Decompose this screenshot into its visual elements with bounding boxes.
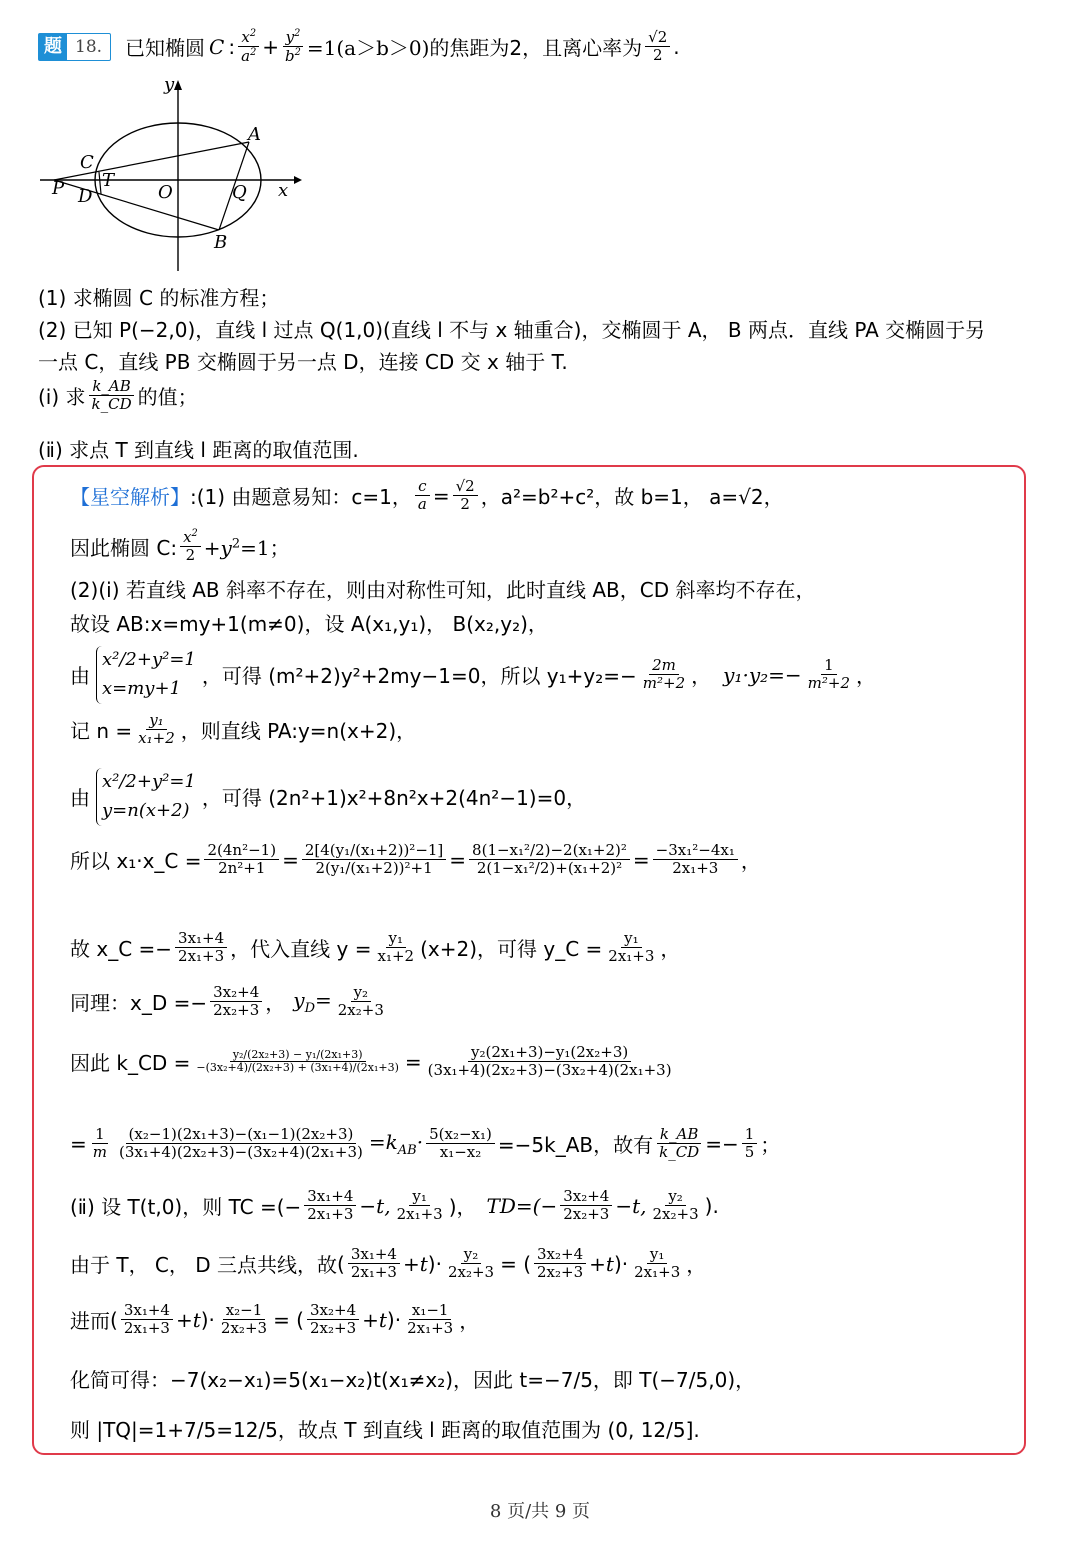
ellipse-condition: =1(a＞b＞0) [306, 36, 430, 61]
q2a-text: (2) 已知 P(−2,0)，直线 l 过点 Q(1,0)(直线 l 不与 x 轴重合)，交椭圆于 A， B 两点．直线 PA 交椭圆于另 [38, 318, 986, 342]
y-axis-arrow [174, 80, 182, 90]
ecc-num: √2 [645, 29, 670, 47]
sol-l15-pre: 进而 [70, 1309, 110, 1334]
q2b-text: 一点 C，直线 PB 交椭圆于另一点 D，连接 CD 交 x 轴于 T. [38, 350, 568, 374]
sol-l4-text: 故设 AB:x=my+1(m≠0)，设 A(x₁,y₁)， B(x₂,y₂)， [70, 612, 548, 636]
problem-statement: 题 18. 已知椭圆 C : $\frac{x^2}{a^2}$ + $\frac{y^2}{b^2}$ =1(a＞b＞0) 的焦距为2，且离心率为 $\frac{√2}{2}$ . [38, 28, 680, 66]
sol-line-3 [70, 574, 815, 603]
sol-l13-pre: (ⅱ) 设 T(t,0)，则 TC =(− [70, 1195, 302, 1220]
problem-badge [38, 33, 111, 61]
sol-line-7: 由 x²/2+y²=1 y=n(x+2) ，可得 (2n²+1)x²+8n²x+2(4n²−1)=0， [70, 768, 586, 826]
sol-l14-pre: 由于 T， C， D 三点共线，故 [70, 1253, 338, 1278]
sol-l16-text: 化简可得：−7(x₂−x₁)=5(x₁−x₂)t(x₁≠x₂)，因此 t=−7/5，即 T(−7/5,0)， [70, 1368, 756, 1392]
question-2ii [38, 434, 359, 463]
eccentricity [645, 29, 670, 65]
eq-frac-x: $\frac{x^2}{a^2}$ [238, 28, 259, 66]
sol-line-15: 进而 ( $\frac{\text{3x₁+4}}{\text{2x₁+3}}$ +t )· $\frac{\text{x₂−1}}{\text{2x₂+3}}$ = ( $\frac{\text{3x₂+4}}{\text{2x₂+3}}$ +t )· $\frac{\text{x₁−1}}{\text{2x₁+3}}$ ， [70, 1301, 480, 1338]
sol-line-17 [70, 1414, 700, 1443]
sol-l12-mid: =−5k_AB，故有 [497, 1133, 654, 1158]
question-2a [38, 314, 985, 343]
intro-text: 已知椭圆 [125, 36, 206, 61]
sol-l8-pre: 所以 x₁·x_C = [70, 849, 202, 874]
sol-line-16 [70, 1364, 755, 1393]
sol-line-6: 记 n = $\frac{\text{y₁}}{\text{x₁+2}}$ ，则直线 PA:y=n(x+2)， [70, 711, 417, 748]
label-D: D [78, 186, 93, 207]
label-Q: Q [232, 182, 247, 203]
ellipse-figure [36, 76, 306, 276]
label-T: T [102, 170, 115, 191]
sol-line-13: (ⅱ) 设 T(t,0)，则 TC =(− $\frac{\text{3x₁+4}}{\text{2x₁+3}}$ −t, $\frac{\text{y₁}}{\text{2x₁+3}}$ )， TD=(− $\frac{\text{3x₂+4}}{\text{2x₂+3}}$ −t, $\frac{\text{y₂}}{\text{2x₂+3}}$ ). [70, 1187, 719, 1224]
focal-text: 的焦距为2，且离心率为 [429, 36, 643, 61]
sol-line-8: 所以 x₁·x_C = $\frac{\text{2(4n²−1)}}{\text{2n²+1}}$ = $\frac{\text{2[4(y₁/(x₁+2))²−1]}}{\text{2(y₁/(x₁+2))²+1}}$ = $\frac{\text{8(1−x₁²/2)−2(x₁+2)²}}{\text{2(1−x₁²/2)+(x₁+2)²}}$ = $\frac{\text{−3x₁²−4x₁}}{\text{2x₁+3}}$ ， [70, 841, 761, 878]
sol-l3-text: (2)(ⅰ) 若直线 AB 斜率不存在，则由对称性可知，此时直线 AB，CD 斜率均不存在， [70, 578, 816, 602]
sol-l5-mid: ，可得 (m²+2)y²+2my−1=0，所以 y₁+y₂=− [201, 664, 637, 689]
q2ii-text: (ⅱ) 求点 T 到直线 l 距离的取值范围. [38, 438, 359, 462]
solution-label: 【星空解析】 [70, 485, 190, 510]
sol-line-10: 同理：x_D =− $\frac{\text{3x₂+4}}{\text{2x₂+3}}$ ， $y_D=$ $\frac{\text{y₂}}{\text{2x₂+3}}$ [70, 983, 384, 1020]
sol-l6-pre: 记 n = [70, 719, 133, 744]
page-footer: 8 页/共 9 页 [489, 1501, 591, 1522]
label-y: y [164, 76, 175, 95]
question-1 [38, 282, 279, 311]
label-x: x [278, 180, 289, 201]
problem-number: 18. [75, 36, 103, 57]
period: . [673, 34, 680, 59]
sol-l9-pre: 故 x_C =− [70, 937, 173, 962]
ellipse-name: C [209, 34, 225, 59]
q2i-pre: (ⅰ) 求 [38, 385, 86, 410]
badge-label: 题 [39, 34, 67, 60]
sol-line-9: 故 x_C =− $\frac{\text{3x₁+4}}{\text{2x₁+3}}$ ，代入直线 y = $\frac{\text{y₁}}{\text{x₁+2}}$ (x+2)，可得 y_C = $\frac{\text{y₁}}{\text{2x₁+3}}$ ， [70, 929, 681, 966]
question-2i [38, 378, 198, 414]
q2i-den: k_CD [91, 395, 132, 414]
q2i-frac [89, 378, 135, 414]
sol-l17-text: 则 |TQ|=1+7/5=12/5，故点 T 到直线 l 距离的取值范围为 (0, 12/5]. [70, 1418, 700, 1442]
sol-l1-text: :(1) 由题意易知：c=1， [190, 485, 412, 510]
q2i-post: 的值； [137, 385, 198, 410]
sol-line-14: 由于 T， C， D 三点共线，故 ( $\frac{\text{3x₁+4}}{\text{2x₁+3}}$ +t )· $\frac{\text{y₂}}{\text{2x₂+3}}$ = ( $\frac{\text{3x₂+4}}{\text{2x₂+3}}$ +t )· $\frac{\text{y₁}}{\text{2x₁+3}}$ ， [70, 1245, 707, 1282]
label-A: A [248, 124, 261, 145]
sol-l10-pre: 同理：x_D =− [70, 991, 208, 1016]
sol-line-2: 因此椭圆 C: $\frac{x^2}{2}$ $+y^2=1$； [70, 528, 290, 565]
sol-l1-end: ，a²=b²+c²，故 b=1， a=√2， [480, 485, 784, 510]
label-P: P [52, 178, 65, 199]
ecc-den: 2 [652, 46, 663, 65]
label-C: C [80, 152, 94, 173]
label-B: B [214, 232, 228, 253]
sol-l9-mid: ，代入直线 y = [230, 937, 372, 962]
sol-line-1: 【星空解析】 :(1) 由题意易知：c=1， $\frac{c}{a}$ = $\frac{√2}{2}$ ，a²=b²+c²，故 b=1， a=√2， [70, 477, 784, 514]
label-O: O [158, 182, 173, 203]
sol-l11-pre: 因此 k_CD = [70, 1051, 191, 1076]
line-CD [99, 172, 101, 194]
sol-l2-text: 因此椭圆 C: [70, 535, 178, 560]
sol-line-4 [70, 608, 548, 637]
x-axis-arrow [294, 176, 302, 184]
sol-line-12: = $\frac{1}{m}$ $\frac{\text{(x₂−1)(2x₁+3)−(x₁−1)(2x₂+3)}}{\text{(3x₁+4)(2x₂+3)−(3x₂+4)(2x₁+3)}}$ $=k_{AB}\cdot$ $\frac{\text{5(x₂−x₁)}}{\text{x₁−x₂}}$ =−5k_AB，故有 $\frac{k\_AB}{k\_CD}$ =− $\frac{1}{5}$ ； [70, 1125, 781, 1162]
sol-l6-post: ，则直线 PA:y=n(x+2)， [180, 719, 417, 744]
question-2b [38, 346, 568, 375]
sol-line-11: 因此 k_CD = $\frac{\text{y₂/(2x₂+3) − y₁/(2x₁+3)}}{\text{−(3x₂+4)/(2x₂+3) + (3x₁+4)/(2x₁+3)}}$ = $\frac{\text{y₂(2x₁+3)−y₁(2x₂+3)}}{\text{(3x₁+4)(2x₂+3)−(3x₂+4)(2x₁+3)}}$ [70, 1043, 672, 1080]
sol-l7-mid: ，可得 (2n²+1)x²+8n²x+2(4n²−1)=0， [201, 786, 587, 811]
q1-text: (1) 求椭圆 C 的标准方程； [38, 286, 280, 310]
sol-l9-mid2: (x+2)，可得 y_C = [420, 937, 603, 962]
q2i-num: k_AB [89, 378, 133, 396]
eq-frac-y: $\frac{y^2}{b^2}$ [282, 28, 304, 66]
sol-line-5: 由 x²/2+y²=1 x=my+1 ，可得 (m²+2)y²+2my−1=0，所以 y₁+y₂=− $\frac{2m}{\text{m²+2}}$ ， y₁·y₂=− $\frac{1}{\text{m²+2}}$ ， [70, 646, 876, 704]
